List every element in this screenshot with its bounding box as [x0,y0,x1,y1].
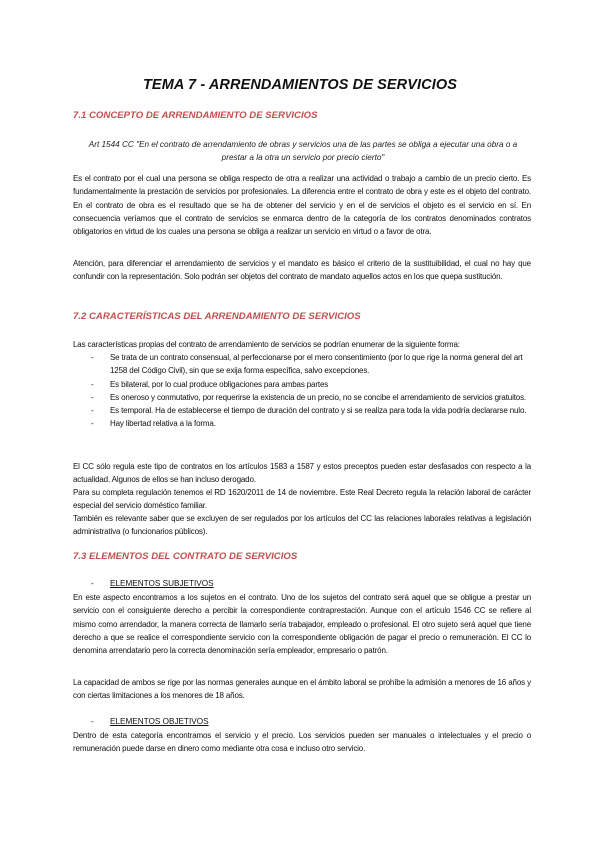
section-heading-7-3: 7.3 ELEMENTOS DEL CONTRATO DE SERVICIOS [73,551,298,562]
subsection-heading: - ELEMENTOS OBJETIVOS [91,717,209,726]
paragraph: El CC sólo regula este tipo de contratos en los artículos 1583 a 1587 y estos preceptos pueden estar desfasados con respecto a la actualidad. Algunos de ellos se han incluso derogado. [73,462,531,485]
list-item: - Es oneroso y conmutativo, por requerirse la existencia de un precio, no se concibe el arrendamiento de servicios gratuitos. [73,391,531,404]
paragraph: La capacidad de ambos se rige por las normas generales aunque en el ámbito laboral se prohíbe la admisión a menores de 16 años y con ciertas limitaciones a los menores de 18 años. [73,678,531,701]
paragraph: También es relevante saber que se excluyen de ser regulados por los artículos del CC las relaciones laborales relativas a legislación administrativa (o funcionarios públicos). [73,514,531,537]
list-item: - Es bilateral, por lo cual produce obligaciones para ambas partes [73,378,531,391]
paragraph: En este aspecto encontramos a los sujetos en el contrato. Uno de los sujetos del contrato será aquel que se obligue a prestar un servicio con el consiguiente derecho a percibir la correspondiente contraprestación. Aunque con el artículo 1546 CC se refiere al mismo como arrendador, la manera correcta de llamarlo sería trabajador, empleado o profesional. El otro sujeto será aquel que tiene derecho a que se realice el correspondiente servicio con la correspondiente obligación de pagar el precio o remuneración. El CC lo denomina arrendatario pero la correcta denominación sería empleador, empresario o patrón. [73,593,531,656]
list-item: - Se trata de un contrato consensual, al perfeccionarse por el mero consentimiento (por lo que rige la norma general del art 1258 del Código Civil), sin que se exija forma específica, salvo excepciones. [73,351,531,378]
paragraph: Las características propias del contrato de arrendamiento de servicios se podrían enumerar de la siguiente forma: [73,340,460,349]
characteristics-list [73,351,531,431]
paragraph: Dentro de esta categoría encontramos el servicio y el precio. Los servicios pueden ser manuales o intelectuales y el precio o remuneración puede darse en dinero como mediante otra cosa e incluso otro servicio. [73,731,531,754]
paragraph: Es el contrato por el cual una persona se obliga respecto de otra a realizar una actividad o trabajo a cambio de un precio cierto. Es fundamentalmente la prestación de servicios por profesionales. La diferencia entre el contrato de obra y este es el objeto del contrato. En el contrato de obra es el resultado que se ha de obtener del servicio y en el de servicios el objeto es el servicio en sí. En consecuencia veríamos que el contrato de servicios se enmarca dentro de la categoría de los contratos denominados contratos obligatorios en virtud de los cuales una persona se obliga a realizar un servicio en virtud o a favor de otra. [73,174,531,237]
paragraph: Atención, para diferenciar el arrendamiento de servicios y el mandato es básico el criterio de la sustituibilidad, el cual no hay que confundir con la representación. Solo podrán ser objetos del contrato de mandato aquellos actos en los que quepa sustitución. [73,259,531,282]
page-title: TEMA 7 - ARRENDAMIENTOS DE SERVICIOS [142,77,458,93]
article-quote: Art 1544 CC "En el contrato de arrendamiento de obras y servicios una de las partes se obliga a ejecutar una obra o a prestar a la otra un servicio por precio cierto" [88,140,518,162]
list-item: - Es temporal. Ha de establecerse el tiempo de duración del contrato y si se realiza para toda la vida podría declararse nulo. [73,404,531,417]
paragraph: Para su completa regulación tenemos el RD 1620/2011 de 14 de noviembre. Este Real Decreto regula la relación laboral de carácter especial del servicio doméstico familiar. [73,488,531,511]
list-item: - Hay libertad relativa a la forma. [73,417,531,430]
subsection-heading: - ELEMENTOS SUBJETIVOS [91,579,214,588]
subsection-label: ELEMENTOS SUBJETIVOS [110,579,214,588]
section-heading-7-2: 7.2 CARACTERÍSTICAS DEL ARRENDAMIENTO DE SERVICIOS [73,311,361,322]
section-heading-7-1: 7.1 CONCEPTO DE ARRENDAMIENTO DE SERVICIOS [73,110,318,121]
subsection-label: ELEMENTOS OBJETIVOS [110,717,209,726]
